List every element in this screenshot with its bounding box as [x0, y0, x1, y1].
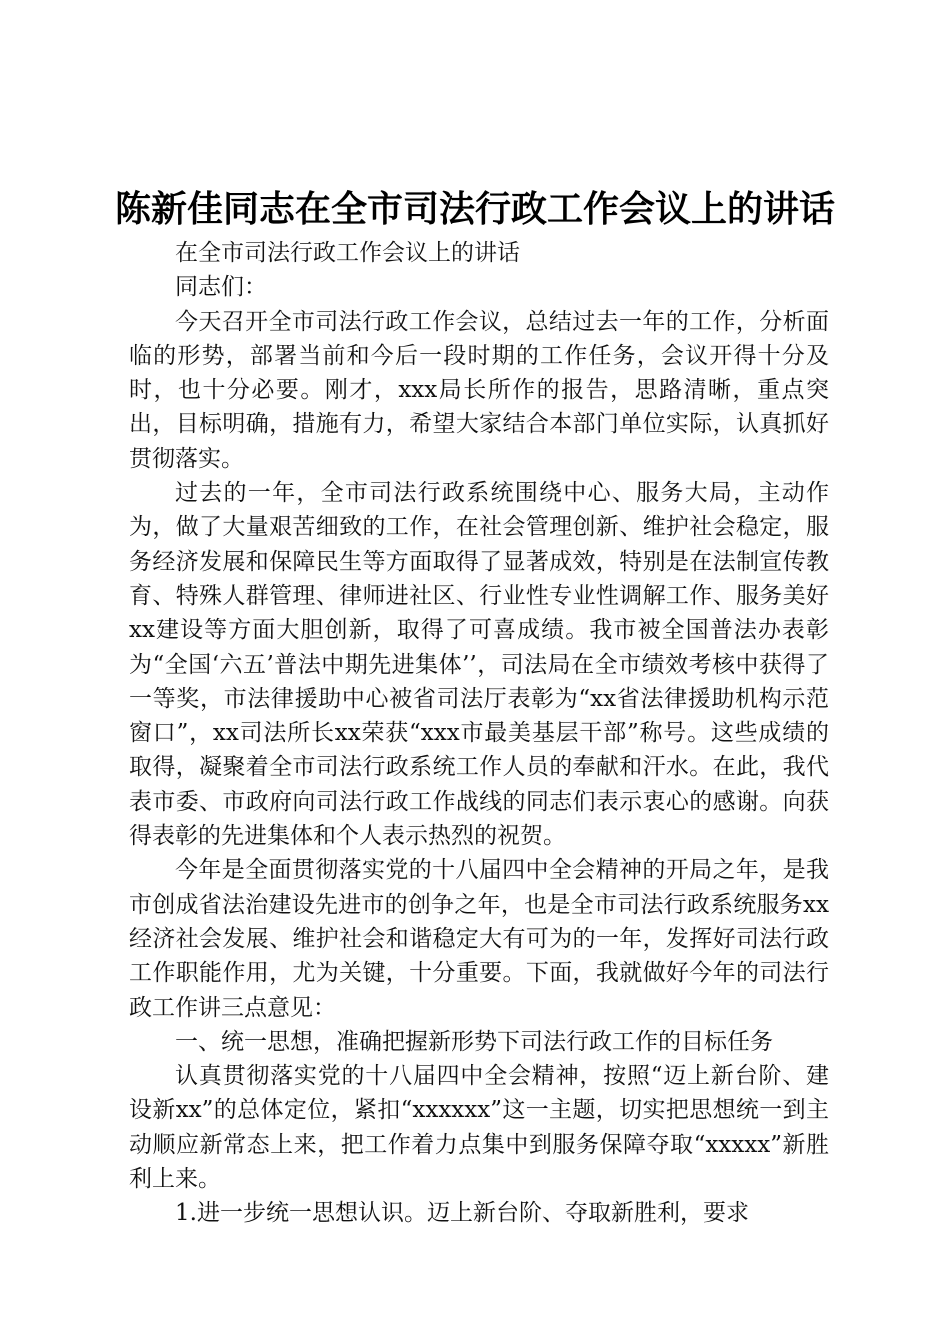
salutation-paragraph: 同志们：	[175, 274, 267, 301]
numbered-paragraph: 1.进一步统一思想认识。迈上新台阶、夺取新胜利，要求	[175, 1200, 749, 1227]
body-paragraph: 今天召开全市司法行政工作会议，总结过去一年的工作，分析面临的形势，部署当前和今后一段时期的工作任务，会议开得十分及时，也十分必要。刚才，xxx局长所作的报告，思路清晰，重点突出，目标明确，措施有力，希望大家结合本部门单位实际，认真抓好贯彻落实。	[129, 308, 829, 472]
subtitle-paragraph: 在全市司法行政工作会议上的讲话	[175, 240, 520, 266]
document-body	[129, 236, 829, 1231]
body-paragraph: 今年是全面贯彻落实党的十八届四中全会精神的开局之年，是我市创成省法治建设先进市的创争之年，也是全市司法行政系统服务xx经济社会发展、维护社会和谐稳定大有可为的一年，发挥好司法行政工作职能作用，尤为关键，十分重要。下面，我就做好今年的司法行政工作讲三点意见：	[129, 857, 829, 1021]
section-heading: 一、统一思想，准确把握新形势下司法行政工作的目标任务	[175, 1028, 773, 1055]
body-paragraph: 过去的一年，全市司法行政系统围绕中心、服务大局，主动作为，做了大量艰苦细致的工作，在社会管理创新、维护社会稳定，服务经济发展和保障民生等方面取得了显著成效，特别是在法制宣传教育、特殊人群管理、律师进社区、行业性专业性调解工作、服务美好xx建设等方面大胆创新，取得了可喜成绩。我市被全国普法办表彰为“全国‘六五’普法中期先进集体’’，司法局在全市绩效考核中获得了一等奖，市法律援助中心被省司法厅表彰为“xx省法律援助机构示范窗口”，xx司法所长xx荣获“xxx市最美基层干部”称号。这些成绩的取得，凝聚着全市司法行政系统工作人员的奉献和汗水。在此，我代表市委、市政府向司法行政工作战线的同志们表示衷心的感谢。向获得表彰的先进集体和个人表示热烈的祝贺。	[129, 480, 829, 850]
body-paragraph: 认真贯彻落实党的十八届四中全会精神，按照“迈上新台阶、建设新xx”的总体定位，紧扣“xxxxxx”这一主题，切实把思想统一到主动顺应新常态上来，把工作着力点集中到服务保障夺取“xxxxx”新胜利上来。	[129, 1063, 829, 1193]
document-title: 陈新佳同志在全市司法行政工作会议上的讲话	[114, 188, 835, 230]
